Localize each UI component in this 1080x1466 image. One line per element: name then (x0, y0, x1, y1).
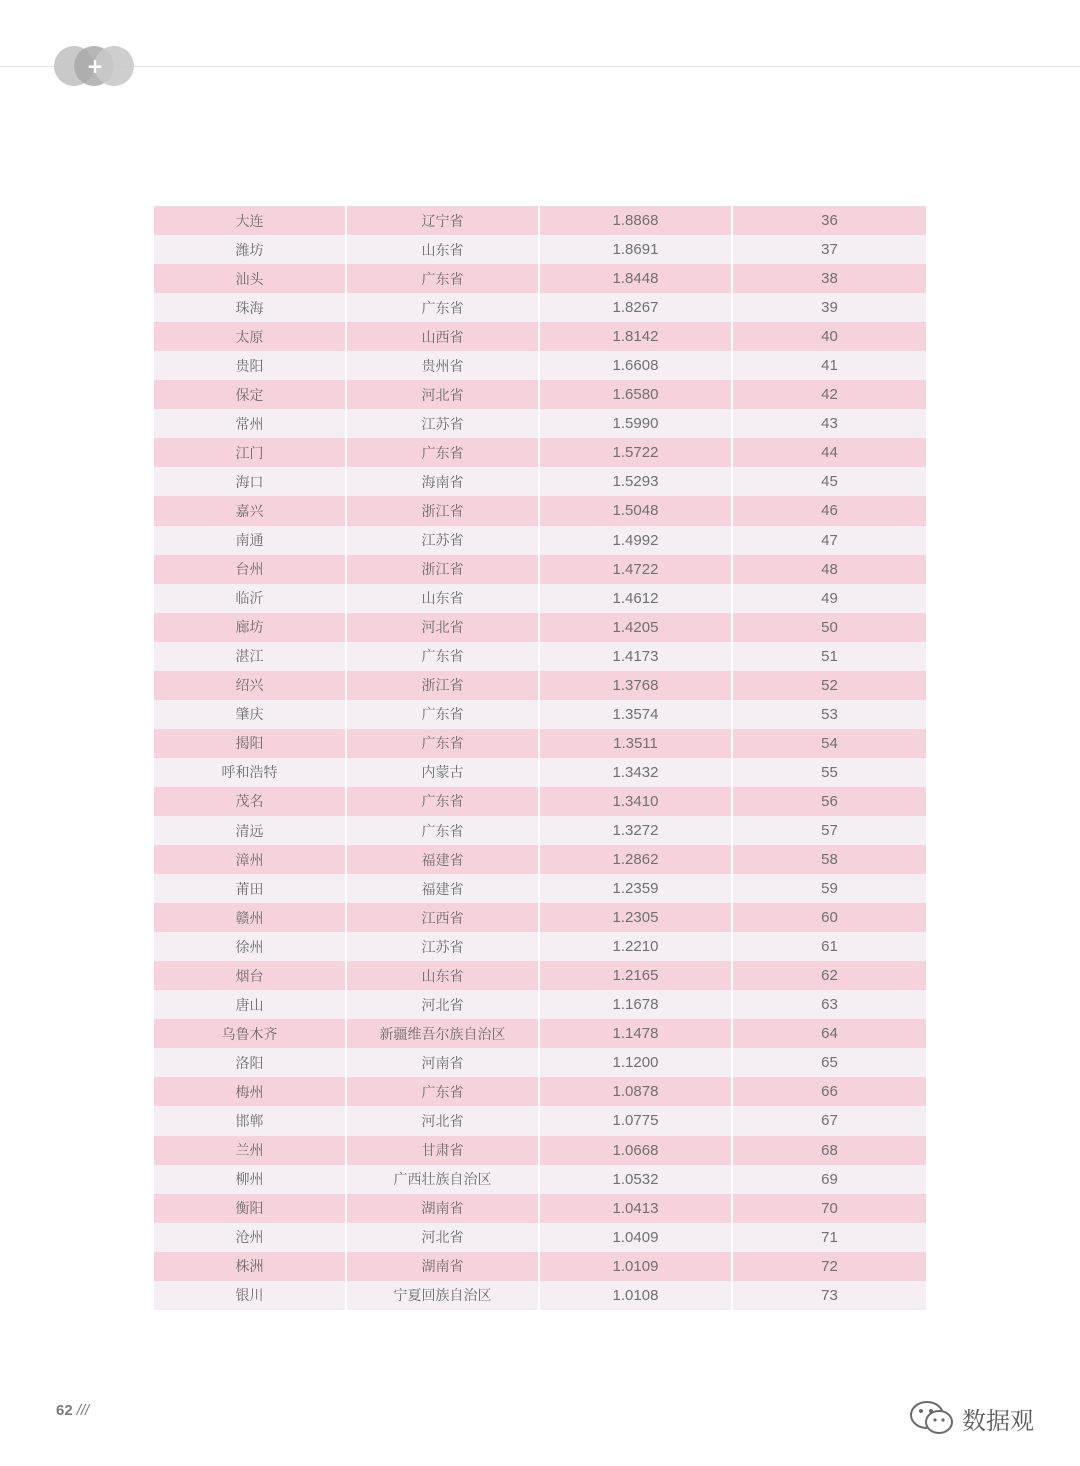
rank-cell: 40 (733, 322, 926, 351)
city-cell: 潍坊 (154, 235, 347, 264)
score-cell: 1.6580 (540, 380, 733, 409)
page-number (56, 1402, 89, 1419)
score-cell: 1.4205 (540, 613, 733, 642)
city-cell: 保定 (154, 380, 347, 409)
city-cell: 洛阳 (154, 1048, 347, 1077)
city-cell: 大连 (154, 206, 347, 235)
table-row (154, 671, 926, 700)
province-cell: 海南省 (347, 467, 540, 496)
score-cell: 1.1678 (540, 990, 733, 1019)
page-number-value: 62 (56, 1402, 73, 1419)
score-cell: 1.8142 (540, 322, 733, 351)
score-cell: 1.3410 (540, 787, 733, 816)
table-row (154, 1281, 926, 1310)
score-cell: 1.8868 (540, 206, 733, 235)
province-cell: 浙江省 (347, 555, 540, 584)
table-row (154, 845, 926, 874)
province-cell: 浙江省 (347, 671, 540, 700)
city-cell: 唐山 (154, 990, 347, 1019)
table-row (154, 409, 926, 438)
province-cell: 广东省 (347, 1077, 540, 1106)
rank-cell: 64 (733, 1019, 926, 1048)
table-row (154, 380, 926, 409)
table-row (154, 322, 926, 351)
table-row (154, 206, 926, 235)
city-cell: 揭阳 (154, 729, 347, 758)
city-cell: 漳州 (154, 845, 347, 874)
rank-cell: 71 (733, 1223, 926, 1252)
score-cell: 1.3574 (540, 700, 733, 729)
city-cell: 嘉兴 (154, 496, 347, 525)
score-cell: 1.2359 (540, 874, 733, 903)
score-cell: 1.0413 (540, 1194, 733, 1223)
table-row (154, 264, 926, 293)
city-cell: 汕头 (154, 264, 347, 293)
province-cell: 宁夏回族自治区 (347, 1281, 540, 1310)
city-cell: 赣州 (154, 903, 347, 932)
province-cell: 河北省 (347, 990, 540, 1019)
score-cell: 1.4992 (540, 526, 733, 555)
rank-cell: 42 (733, 380, 926, 409)
rank-cell: 55 (733, 758, 926, 787)
watermark-text: 数据观 (962, 1406, 1034, 1435)
table-row (154, 584, 926, 613)
city-cell: 廊坊 (154, 613, 347, 642)
rank-cell: 59 (733, 874, 926, 903)
province-cell: 湖南省 (347, 1252, 540, 1281)
city-cell: 乌鲁木齐 (154, 1019, 347, 1048)
score-cell: 1.0775 (540, 1106, 733, 1135)
score-cell: 1.0878 (540, 1077, 733, 1106)
city-cell: 贵阳 (154, 351, 347, 380)
score-cell: 1.3432 (540, 758, 733, 787)
table-row (154, 1223, 926, 1252)
score-cell: 1.3768 (540, 671, 733, 700)
score-cell: 1.3272 (540, 816, 733, 845)
rank-cell: 70 (733, 1194, 926, 1223)
province-cell: 内蒙古 (347, 758, 540, 787)
province-cell: 广西壮族自治区 (347, 1165, 540, 1194)
rank-cell: 56 (733, 787, 926, 816)
rank-cell: 46 (733, 496, 926, 525)
rank-cell: 53 (733, 700, 926, 729)
rank-cell: 51 (733, 642, 926, 671)
table-row (154, 555, 926, 584)
rank-cell: 58 (733, 845, 926, 874)
province-cell: 福建省 (347, 874, 540, 903)
table-row (154, 1252, 926, 1281)
province-cell: 河北省 (347, 1223, 540, 1252)
rank-cell: 72 (733, 1252, 926, 1281)
table-row (154, 961, 926, 990)
score-cell: 1.8267 (540, 293, 733, 322)
page-number-slashes: /// (76, 1402, 90, 1419)
table-row (154, 787, 926, 816)
table-row (154, 1136, 926, 1165)
province-cell: 山东省 (347, 961, 540, 990)
province-cell: 江苏省 (347, 932, 540, 961)
city-cell: 徐州 (154, 932, 347, 961)
publication-logo (54, 46, 136, 88)
city-cell: 邯郸 (154, 1106, 347, 1135)
rank-cell: 37 (733, 235, 926, 264)
city-cell: 湛江 (154, 642, 347, 671)
province-cell: 河南省 (347, 1048, 540, 1077)
city-cell: 南通 (154, 526, 347, 555)
table-row (154, 1077, 926, 1106)
score-cell: 1.3511 (540, 729, 733, 758)
rank-cell: 41 (733, 351, 926, 380)
rank-cell: 61 (733, 932, 926, 961)
city-cell: 衡阳 (154, 1194, 347, 1223)
city-cell: 绍兴 (154, 671, 347, 700)
province-cell: 江西省 (347, 903, 540, 932)
rank-cell: 52 (733, 671, 926, 700)
province-cell: 江苏省 (347, 409, 540, 438)
table-row (154, 758, 926, 787)
rank-cell: 65 (733, 1048, 926, 1077)
rank-cell: 47 (733, 526, 926, 555)
score-cell: 1.4173 (540, 642, 733, 671)
rank-cell: 50 (733, 613, 926, 642)
province-cell: 广东省 (347, 816, 540, 845)
rank-cell: 73 (733, 1281, 926, 1310)
rank-cell: 62 (733, 961, 926, 990)
city-cell: 呼和浩特 (154, 758, 347, 787)
province-cell: 广东省 (347, 642, 540, 671)
score-cell: 1.8448 (540, 264, 733, 293)
province-cell: 山东省 (347, 235, 540, 264)
city-cell: 莆田 (154, 874, 347, 903)
rank-cell: 45 (733, 467, 926, 496)
rank-cell: 54 (733, 729, 926, 758)
city-cell: 清远 (154, 816, 347, 845)
rank-cell: 60 (733, 903, 926, 932)
city-cell: 银川 (154, 1281, 347, 1310)
table-row (154, 874, 926, 903)
score-cell: 1.2165 (540, 961, 733, 990)
score-cell: 1.6608 (540, 351, 733, 380)
rank-cell: 44 (733, 438, 926, 467)
table-row (154, 235, 926, 264)
province-cell: 山东省 (347, 584, 540, 613)
city-cell: 沧州 (154, 1223, 347, 1252)
city-cell: 兰州 (154, 1136, 347, 1165)
city-cell: 梅州 (154, 1077, 347, 1106)
table-row (154, 1106, 926, 1135)
province-cell: 浙江省 (347, 496, 540, 525)
rank-cell: 69 (733, 1165, 926, 1194)
rank-cell: 68 (733, 1136, 926, 1165)
province-cell: 甘肃省 (347, 1136, 540, 1165)
table-row (154, 613, 926, 642)
city-cell: 海口 (154, 467, 347, 496)
city-cell: 台州 (154, 555, 347, 584)
table-row (154, 293, 926, 322)
province-cell: 广东省 (347, 700, 540, 729)
city-cell: 柳州 (154, 1165, 347, 1194)
province-cell: 山西省 (347, 322, 540, 351)
score-cell: 1.5722 (540, 438, 733, 467)
score-cell: 1.1478 (540, 1019, 733, 1048)
table-row (154, 729, 926, 758)
city-ranking-table (154, 206, 926, 1310)
rank-cell: 38 (733, 264, 926, 293)
table-row (154, 438, 926, 467)
plus-icon: + (86, 54, 104, 78)
province-cell: 河北省 (347, 613, 540, 642)
table-row (154, 642, 926, 671)
table-row (154, 1165, 926, 1194)
table-row (154, 526, 926, 555)
score-cell: 1.8691 (540, 235, 733, 264)
city-cell: 常州 (154, 409, 347, 438)
table-row (154, 990, 926, 1019)
province-cell: 广东省 (347, 264, 540, 293)
province-cell: 新疆维吾尔族自治区 (347, 1019, 540, 1048)
city-cell: 株洲 (154, 1252, 347, 1281)
province-cell: 贵州省 (347, 351, 540, 380)
score-cell: 1.2210 (540, 932, 733, 961)
table-row (154, 816, 926, 845)
table-row (154, 903, 926, 932)
table-row (154, 1048, 926, 1077)
table-row (154, 932, 926, 961)
score-cell: 1.0532 (540, 1165, 733, 1194)
score-cell: 1.0409 (540, 1223, 733, 1252)
table-row (154, 467, 926, 496)
rank-cell: 48 (733, 555, 926, 584)
province-cell: 广东省 (347, 438, 540, 467)
score-cell: 1.4722 (540, 555, 733, 584)
score-cell: 1.4612 (540, 584, 733, 613)
province-cell: 福建省 (347, 845, 540, 874)
city-cell: 江门 (154, 438, 347, 467)
table-row (154, 1194, 926, 1223)
province-cell: 江苏省 (347, 526, 540, 555)
rank-cell: 49 (733, 584, 926, 613)
wechat-watermark (906, 1398, 1034, 1438)
rank-cell: 63 (733, 990, 926, 1019)
city-cell: 珠海 (154, 293, 347, 322)
score-cell: 1.0108 (540, 1281, 733, 1310)
rank-cell: 36 (733, 206, 926, 235)
city-cell: 茂名 (154, 787, 347, 816)
wechat-icon (906, 1398, 958, 1438)
score-cell: 1.2862 (540, 845, 733, 874)
score-cell: 1.5048 (540, 496, 733, 525)
table-row (154, 496, 926, 525)
province-cell: 广东省 (347, 293, 540, 322)
province-cell: 河北省 (347, 380, 540, 409)
table-body (154, 206, 926, 1310)
score-cell: 1.1200 (540, 1048, 733, 1077)
city-cell: 太原 (154, 322, 347, 351)
score-cell: 1.5293 (540, 467, 733, 496)
score-cell: 1.0668 (540, 1136, 733, 1165)
score-cell: 1.2305 (540, 903, 733, 932)
province-cell: 广东省 (347, 729, 540, 758)
rank-cell: 39 (733, 293, 926, 322)
city-cell: 临沂 (154, 584, 347, 613)
province-cell: 河北省 (347, 1106, 540, 1135)
rank-cell: 43 (733, 409, 926, 438)
table-row (154, 351, 926, 380)
city-cell: 烟台 (154, 961, 347, 990)
province-cell: 湖南省 (347, 1194, 540, 1223)
rank-cell: 66 (733, 1077, 926, 1106)
city-cell: 肇庆 (154, 700, 347, 729)
score-cell: 1.0109 (540, 1252, 733, 1281)
province-cell: 广东省 (347, 787, 540, 816)
rank-cell: 57 (733, 816, 926, 845)
table-row (154, 700, 926, 729)
table-row (154, 1019, 926, 1048)
header-rule (0, 66, 1080, 67)
rank-cell: 67 (733, 1106, 926, 1135)
score-cell: 1.5990 (540, 409, 733, 438)
province-cell: 辽宁省 (347, 206, 540, 235)
